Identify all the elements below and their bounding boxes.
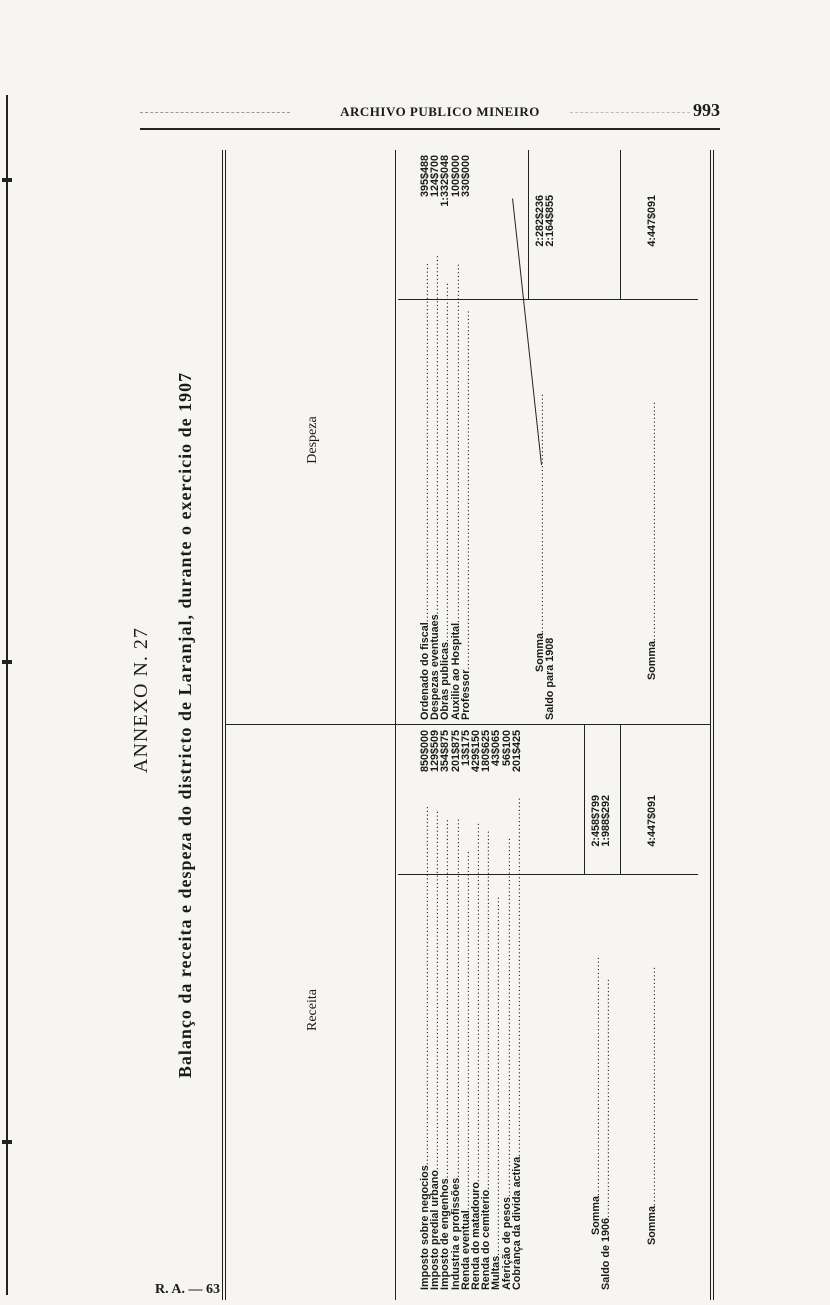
left-margin-rule bbox=[6, 95, 8, 1295]
dot-leader: ................................................................................................ bbox=[419, 262, 431, 623]
receita-item-label: Aferição de pesos bbox=[500, 1196, 513, 1290]
despeza-item-value: 330$000 bbox=[459, 155, 472, 198]
despeza-item-label: Ordenado do fiscal bbox=[419, 622, 431, 720]
despeza-item-value: 395$488 bbox=[419, 155, 431, 198]
header-rule bbox=[140, 128, 720, 130]
receita-saldo-label: Saldo de 1906 bbox=[600, 1217, 612, 1290]
table-title: Balanço da receita e despeza do districto de Laranjal, durante o exercicio de 1907 bbox=[175, 371, 195, 1079]
receita-item-value: 429$150 bbox=[470, 730, 482, 773]
despeza-item-label: Despezas eventuaes bbox=[429, 614, 442, 720]
receita-somma-label: Somma bbox=[590, 1195, 602, 1235]
receita-item-value: 180$625 bbox=[480, 730, 493, 773]
receita-item-value: 850$000 bbox=[419, 730, 431, 773]
running-head bbox=[140, 100, 720, 130]
despeza-somma-row: Somma................................................................ bbox=[535, 300, 545, 720]
margin-tick bbox=[2, 660, 12, 664]
subtotal-rule bbox=[584, 725, 585, 875]
receita-item-value: 354$875 bbox=[439, 730, 452, 773]
despeza-header: Despeza bbox=[305, 416, 320, 464]
dashed-leader bbox=[140, 112, 290, 113]
dot-leader: ................................................................................................ bbox=[429, 254, 442, 615]
despeza-saldo-row bbox=[545, 300, 555, 720]
table-bottom-border bbox=[710, 150, 714, 1300]
dot-leader: ................................................................................................ bbox=[470, 822, 482, 1183]
receita-item-value: 43$065 bbox=[490, 730, 503, 767]
margin-tick bbox=[2, 178, 12, 182]
despeza-saldo-label: Saldo para 1908 bbox=[544, 637, 556, 720]
running-title: ARCHIVO PUBLICO MINEIRO bbox=[340, 104, 540, 119]
receita-header: Receita bbox=[305, 989, 320, 1031]
receita-item-value: 201$425 bbox=[510, 730, 523, 773]
header-rule bbox=[395, 150, 396, 725]
receita-item-label: Imposto predial urbano bbox=[429, 1170, 442, 1290]
despeza-item-value: 124$700 bbox=[429, 155, 442, 198]
receita-item-label: Multas bbox=[490, 1255, 503, 1290]
despeza-item-label: Obras publicas bbox=[439, 641, 452, 720]
subtotal-rule bbox=[528, 150, 529, 300]
table-top-border bbox=[222, 150, 226, 1300]
receita-item-value: 201$875 bbox=[449, 730, 462, 773]
despeza-item-row bbox=[461, 305, 471, 720]
dot-leader: ................................................................................................ bbox=[449, 817, 462, 1178]
column-divider bbox=[226, 724, 710, 725]
header-rule bbox=[395, 725, 396, 1300]
receita-saldo-row: Saldo de 1906................................................................ bbox=[600, 977, 612, 1290]
total-rule bbox=[620, 150, 621, 300]
dot-leader: ................................................................................................ bbox=[480, 829, 493, 1190]
dot-leader: ................................................................................................ bbox=[459, 850, 472, 1211]
despeza-item-label: Professor bbox=[459, 669, 472, 720]
receita-item-label: Industria e profissões bbox=[449, 1177, 462, 1290]
dot-leader: ................................................................................................ bbox=[459, 309, 472, 670]
dot-leader: ................................................................................................ bbox=[419, 805, 431, 1166]
receita-total-row: Somma................................................................ bbox=[647, 875, 657, 1290]
receita-item-label: Renda do matadouro bbox=[470, 1182, 482, 1290]
despeza-somma-label: Somma bbox=[534, 632, 546, 672]
margin-tick bbox=[2, 1140, 12, 1144]
dot-leader: ................................................................................................ bbox=[490, 895, 503, 1256]
dot-leader: ................................................................................................ bbox=[429, 810, 442, 1171]
despeza-item-value: 100$000 bbox=[449, 155, 462, 198]
receita-item-label: Cobrança da divida activa bbox=[510, 1156, 523, 1290]
receita-item-value: 13$175 bbox=[459, 730, 472, 767]
receita-item-row bbox=[510, 796, 523, 1290]
dot-leader: ................................................................................................ bbox=[510, 796, 523, 1157]
dashed-leader bbox=[570, 112, 690, 113]
despeza-item-value: 1:332$048 bbox=[439, 155, 452, 207]
receita-total-value: 4:447$091 bbox=[646, 795, 658, 847]
receita-somma-row: Somma................................................................ bbox=[591, 875, 601, 1290]
receita-item-label: Imposto sobre negocios bbox=[419, 1165, 431, 1290]
receita-item-label: Renda do cemiterio bbox=[480, 1189, 493, 1290]
signature-mark: R. A. — 63 bbox=[155, 1282, 220, 1297]
dot-leader: ................................................................................................ bbox=[439, 281, 452, 642]
annex-label: ANNEXO N. 27 bbox=[130, 627, 152, 773]
dot-leader: ................................................................................................ bbox=[500, 836, 513, 1197]
receita-item-label: Imposto de engenhos bbox=[439, 1178, 452, 1290]
despeza-item-label: Auxilio ao Hospital bbox=[449, 622, 462, 720]
despeza-saldo-value: 2:164$855 bbox=[544, 195, 556, 247]
receita-saldo-value: 1:988$292 bbox=[600, 795, 612, 847]
despeza-total-value: 4:447$091 bbox=[646, 195, 658, 247]
receita-item-value: 129$509 bbox=[429, 730, 442, 773]
page-number: 993 bbox=[693, 100, 720, 120]
receita-somma-value: 2:458$799 bbox=[590, 795, 602, 847]
ledger-table bbox=[130, 150, 720, 1300]
receita-total-label: Somma bbox=[646, 1205, 658, 1245]
dot-leader: ................................................................................................ bbox=[449, 262, 462, 623]
receita-item-label: Renda eventual bbox=[459, 1210, 472, 1290]
despeza-somma-value: 2:282$236 bbox=[534, 195, 546, 247]
total-rule bbox=[620, 725, 621, 875]
despeza-total-row: Somma................................................................ bbox=[647, 300, 657, 720]
receita-item-value: 56$100 bbox=[500, 730, 513, 767]
despeza-total-label: Somma bbox=[646, 640, 658, 680]
dot-leader: ................................................................................................ bbox=[439, 818, 452, 1179]
